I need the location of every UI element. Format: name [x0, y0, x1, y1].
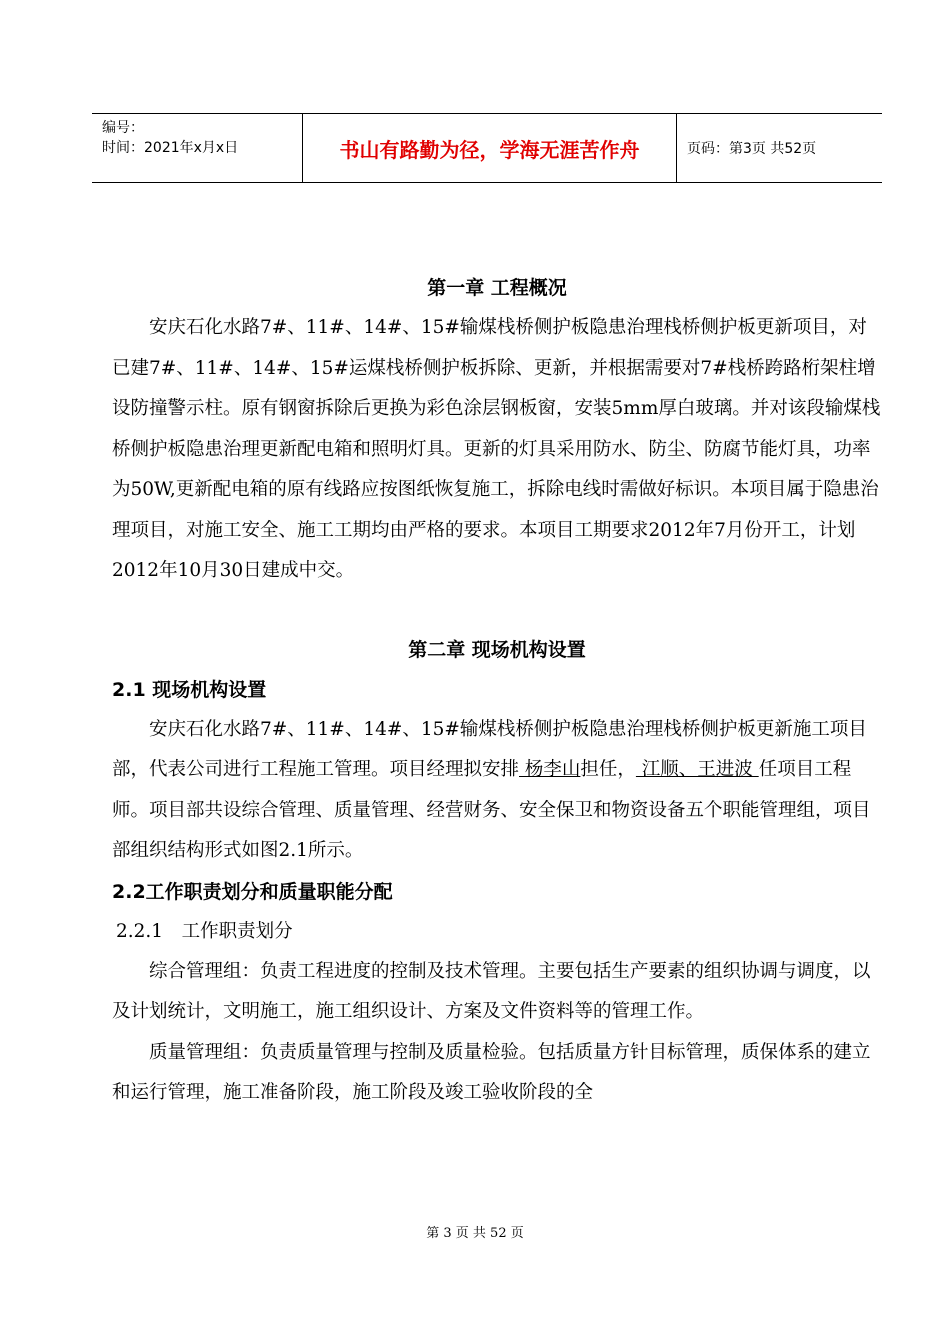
- page-footer: 第 3 页 共 52 页: [426, 1226, 524, 1241]
- time-label: 时间：2021年x月x日: [102, 140, 239, 156]
- paragraph-quality-management: 质量管理组：负责质量管理与控制及质量检验。包括质量方针目标管理，质保体系的建立和运行管理，施工准备阶段，施工阶段及竣工验收阶段的全: [112, 1041, 871, 1103]
- number-label: 编号：: [102, 120, 144, 136]
- section-2-1-title: 2.1 现场机构设置: [112, 678, 267, 701]
- section-2-2-1-title: 2.2.1 工作职责划分: [116, 920, 293, 942]
- chapter1-title: 第一章 工程概况: [427, 277, 567, 299]
- document-body: [112, 268, 882, 1114]
- chapter2-title: 第二章 现场机构设置: [408, 638, 586, 661]
- section-2-2-title: 2.2工作职责划分和质量职能分配: [112, 880, 393, 903]
- s21-text-b: 担任，: [580, 759, 636, 780]
- s21-text-a: 安庆石化水路7#、11#、14#、15#输煤栈桥侧护板隐患治理栈桥侧护板更新施工项目部，代表公司进行工程施工管理。项目经理拟安排: [112, 718, 867, 780]
- paragraph-general-management: 综合管理组：负责工程进度的控制及技术管理。主要包括生产要素的组织协调与调度，以及计划统计，文明施工，施工组织设计、方案及文件资料等的管理工作。: [112, 960, 871, 1022]
- header-page-info: 页码：第3页 共52页: [687, 141, 817, 157]
- spacer: [112, 592, 882, 630]
- engineer-names: 江顺、王进波: [635, 759, 759, 780]
- manager-name: 杨李山: [519, 759, 581, 780]
- chapter1-paragraph: 安庆石化水路7#、11#、14#、15#输煤栈桥侧护板隐患治理栈桥侧护板更新项目，对已建7#、11#、14#、15#运煤栈桥侧护板拆除、更新，并根据需要对7#栈桥跨路桁架柱增设防撞警示柱。原有钢窗拆除后更换为彩色涂层钢板窗，安装5mm厚白玻璃。并对该段输煤栈桥侧护板隐患治理更新配电箱和照明灯具。更新的灯具采用防水、防尘、防腐节能灯具，功率为50W,更新配电箱的原有线路应按图纸恢复施工，拆除电线时需做好标识。本项目属于隐患治理项目，对施工安全、施工工期均由严格的要求。本项目工期要求2012年7月份开工，计划2012年10月30日建成中交。: [112, 317, 881, 581]
- header-motto: 书山有路勤为径，学海无涯苦作舟: [303, 114, 677, 182]
- page-header: [92, 113, 882, 183]
- header-meta: [92, 114, 303, 182]
- section-2-1-paragraph: [112, 710, 882, 872]
- s21-text-c: 任项目工程师。项目部共设综合管理、质量管理、经营财务、安全保卫和物资设备五个职能管理组，项目部组织结构形式如图2.1所示。: [112, 759, 871, 861]
